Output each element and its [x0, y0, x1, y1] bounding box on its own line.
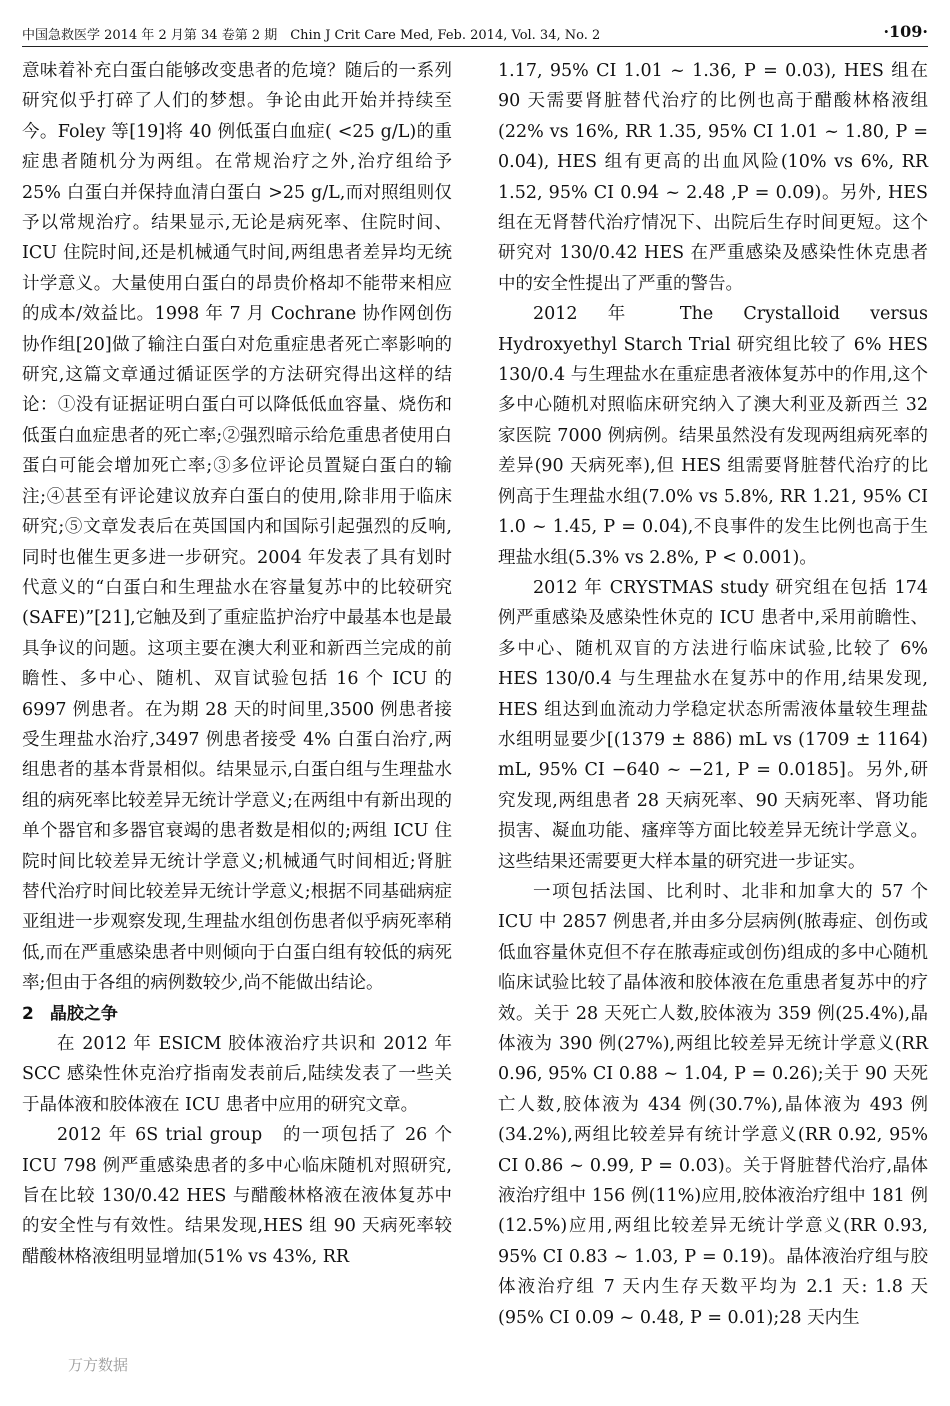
paragraph: 2012 年 CRYSTMAS study 研究组在包括 174 例严重感染及感染性休克的 ICU 患者中,采用前瞻性、多中心、随机双盲的方法进行临床试验,比较了 6% HES 130/0.4 与生理盐水在复苏中的作用,结果发现, HES 组达到血流动力学稳定状态所需液体量较生理盐水组明显要少[(1379 ± 886) mL vs (1709 ± 1164) mL, 95% CI −640 ~ −21, P = 0.0185]。另外,研究发现,两组患者 28 天病死率、90 天病死率、肾功能损害、凝血功能、瘙痒等方面比较差异无统计学意义。这些结果还需要更大样本量的研究进一步证实。: [498, 577, 928, 872]
running-header: [22, 22, 928, 47]
journal-citation: 中国急救医学 2014 年 2 月第 34 卷第 2 期 Chin J Crit Care Med, Feb. 2014, Vol. 34, No. 2: [22, 28, 601, 43]
paragraph: 2012 年 The Crystalloid versus Hydroxyethyl Starch Trial 研究组比较了 6% HES 130/0.4 与生理盐水在重症患者液体复苏中的作用,这个多中心随机对照临床研究纳入了澳大利亚及新西兰 32 家医院 7000 例病例。结果虽然没有发现两组病死率的差异(90 天病死率),但 HES 组需要肾脏替代治疗的比例高于生理盐水组(7.0% vs 5.8%, RR 1.21, 95% CI 1.0 ~ 1.45, P = 0.04),不良事件的发生比例也高于生理盐水组(5.3% vs 2.8%, P < 0.001)。: [498, 304, 928, 568]
watermark: 万方数据: [68, 1356, 129, 1374]
left-column: [22, 56, 452, 1272]
paragraph: 一项包括法国、比利时、北非和加拿大的 57 个 ICU 中 2857 例患者,并由多分层病例(脓毒症、创伤或低血容量休克但不存在脓毒症或创伤)组成的多中心随机临床试验比较了晶体液和胶体液在危重患者复苏中的疗效。关于 28 天死亡人数,胶体液为 359 例(25.4%),晶体液为 390 例(27%),两组比较差异无统计学意义(RR 0.96, 95% CI 0.88 ~ 1.04, P = 0.26);关于 90 天死亡人数,胶体液为 434 例(30.7%),晶体液为 493 例(34.2%),两组比较差异有统计学意义(RR 0.92, 95% CI 0.86 ~ 0.99, P = 0.03)。关于肾脏替代治疗,晶体液治疗组中 156 例(11%)应用,胶体液治疗组中 181 例(12.5%)应用,两组比较差异无统计学意义(RR 0.93, 95% CI 0.83 ~ 1.03, P = 0.19)。晶体液治疗组与胶体液治疗组 7 天内生存天数平均为 2.1 天: 1.8 天(95% CI 0.09 ~ 0.48, P = 0.01);28 天内生: [498, 881, 928, 1328]
paragraph: 意味着补充白蛋白能够改变患者的危境？随后的一系列研究似乎打碎了人们的梦想。争论由此开始并持续至今。Foley 等[19]将 40 例低蛋白血症( <25 g/L)的重症患者随机分为两组。在常规治疗之外,治疗组给予 25% 白蛋白并保持血清白蛋白 >25 g/L,而对照组则仅予以常规治疗。结果显示,无论是病死率、住院时间、ICU 住院时间,还是机械通气时间,两组患者差异均无统计学意义。大量使用白蛋白的昂贵价格却不能带来相应的成本/效益比。1998 年 7 月 Cochrane 协作网创伤协作组[20]做了输注白蛋白对危重症患者死亡率影响的研究,这篇文章通过循证医学的方法研究得出这样的结论：①没有证据证明白蛋白可以降低低血容量、烧伤和低蛋白血症患者的死亡率;②强烈暗示给危重患者使用白蛋白可能会增加死亡率;③多位评论员置疑白蛋白的输注;④甚至有评论建议放弃白蛋白的使用,除非用于临床研究;⑤文章发表后在英国国内和国际引起强烈的反响,同时也催生更多进一步研究。2004 年发表了具有划时代意义的“白蛋白和生理盐水在容量复苏中的比较研究(SAFE)”[21],它触及到了重症监护治疗中最基本也是最具争议的问题。这项主要在澳大利亚和新西兰完成的前瞻性、多中心、随机、双盲试验包括 16 个 ICU 的 6997 例患者。在为期 28 天的时间里,3500 例患者接受生理盐水治疗,3497 例患者接受 4% 白蛋白治疗,两组患者的基本背景相似。结果显示,白蛋白组与生理盐水组的病死率比较差异无统计学意义;在两组中有新出现的单个器官和多器官衰竭的患者数是相似的;两组 ICU 住院时间比较差异无统计学意义;机械通气时间相近;肾脏替代治疗时间比较差异无统计学意义;根据不同基础病症亚组进一步观察发现,生理盐水组创伤患者似乎病死率稍低,而在严重感染患者中则倾向于白蛋白组有较低的病死率;但由于各组的病例数较少,尚不能做出结论。: [22, 61, 452, 994]
section-number: 2: [22, 1003, 34, 1024]
page-number: ·109·: [883, 22, 928, 41]
right-column: [498, 56, 928, 1333]
paragraph: 1.17, 95% CI 1.01 ~ 1.36, P = 0.03), HES 组在 90 天需要肾脏替代治疗的比例也高于醋酸林格液组(22% vs 16%, RR 1.35, 95% CI 1.01 ~ 1.80, P = 0.04), HES 组有更高的出血风险(10% vs 6%, RR 1.52, 95% CI 0.94 ~ 2.48 ,P = 0.09)。另外, HES 组在无肾替代治疗情况下、出院后生存时间更短。这个研究对 130/0.42 HES 在严重感染及感染性休克患者中的安全性提出了严重的警告。: [498, 61, 928, 294]
section-heading: [22, 999, 452, 1029]
section-title: 晶胶之争: [49, 1003, 118, 1024]
paragraph: 在 2012 年 ESICM 胶体液治疗共识和 2012 年 SCC 感染性休克治疗指南发表前后,陆续发表了一些关于晶体液和胶体液在 ICU 患者中应用的研究文章。: [22, 1034, 452, 1115]
paragraph: 2012 年 6S trial group 的一项包括了 26 个 ICU 798 例严重感染患者的多中心临床随机对照研究,旨在比较 130/0.42 HES 与醋酸林格液在液体复苏中的安全性与有效性。结果发现,HES 组 90 天病死率较醋酸林格液组明显增加(51% vs 43%, RR: [22, 1125, 452, 1267]
